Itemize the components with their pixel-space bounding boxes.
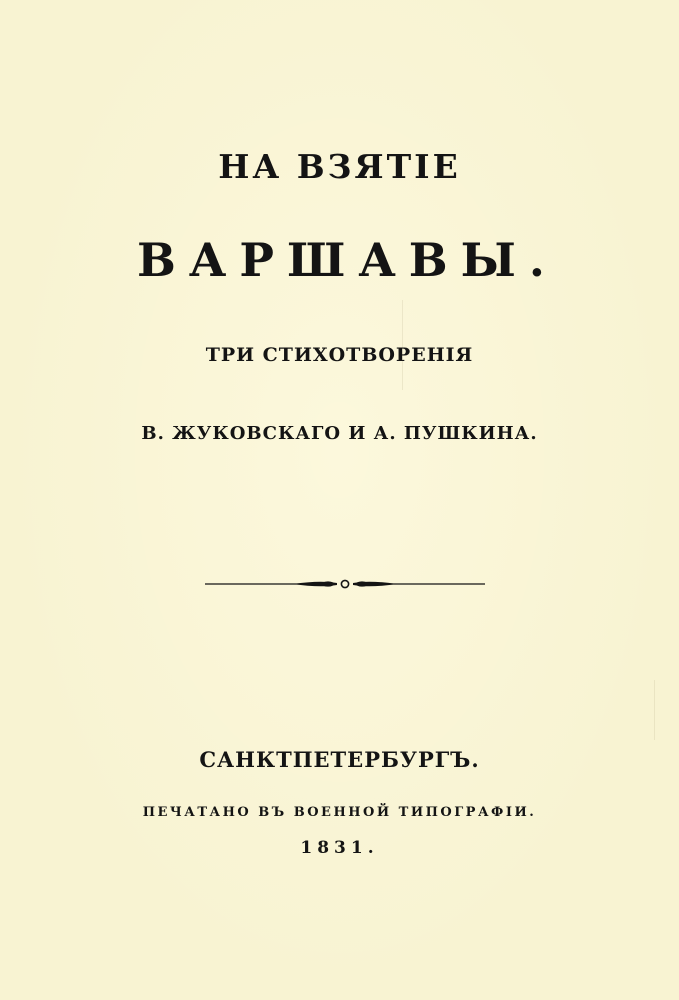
subtitle: ТРИ СТИХОТВОРЕНІЯ [205, 344, 474, 366]
imprint-city: САНКТПЕТЕРБУРГЪ. [199, 747, 480, 772]
imprint-printer: ПЕЧАТАНО ВЪ ВОЕННОЙ ТИПОГРАФІИ. [142, 805, 537, 820]
authors: В. ЖУКОВСКАГО И А. ПУШКИНА. [141, 423, 538, 444]
title-line-2: ВАРШАВЫ. [137, 233, 558, 287]
ornamental-divider [205, 574, 485, 594]
title-line-1: НА ВЗЯТІЕ [218, 147, 461, 186]
divider-center-dot [341, 580, 348, 587]
imprint-year: 1831. [300, 838, 379, 858]
divider-left-bead [322, 581, 334, 586]
paper-crease [654, 680, 655, 740]
